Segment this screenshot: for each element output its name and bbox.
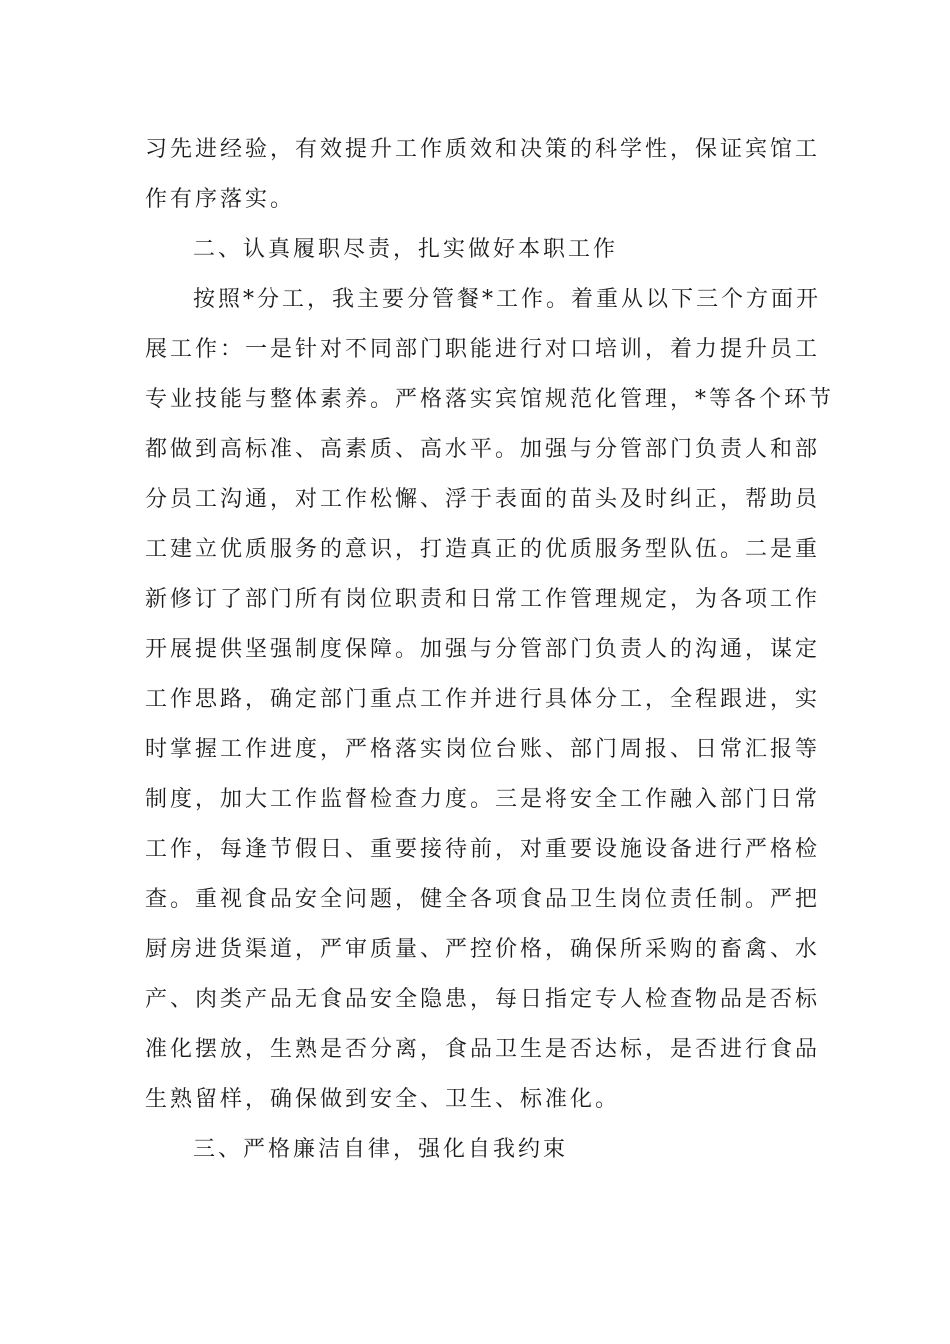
text-line: 习先进经验，有效提升工作质效和决策的科学性，保证宾馆工 bbox=[145, 137, 821, 162]
text-line: 作有序落实。 bbox=[145, 187, 296, 212]
paragraph-start: 按照*分工，我主要分管餐*工作。着重从以下三个方面开 bbox=[193, 287, 822, 312]
text-line: 都做到高标准、高素质、高水平。加强与分管部门负责人和部 bbox=[145, 437, 821, 462]
text-line: 工作思路，确定部门重点工作并进行具体分工，全程跟进，实 bbox=[145, 687, 821, 712]
text-line: 厨房进货渠道，严审质量、严控价格，确保所采购的畜禽、水 bbox=[145, 937, 821, 962]
text-line: 专业技能与整体素养。严格落实宾馆规范化管理，*等各个环节 bbox=[145, 387, 835, 412]
text-line: 工作，每逢节假日、重要接待前，对重要设施设备进行严格检 bbox=[145, 837, 821, 862]
text-line: 开展提供坚强制度保障。加强与分管部门负责人的沟通，谋定 bbox=[145, 637, 821, 662]
text-line: 查。重视食品安全问题，健全各项食品卫生岗位责任制。严把 bbox=[145, 887, 821, 912]
section-heading-2: 二、认真履职尽责，扎实做好本职工作 bbox=[193, 237, 619, 262]
text-line: 产、肉类产品无食品安全隐患，每日指定专人检查物品是否标 bbox=[145, 987, 821, 1012]
text-line: 新修订了部门所有岗位职责和日常工作管理规定，为各项工作 bbox=[145, 587, 821, 612]
text-line: 分员工沟通，对工作松懈、浮于表面的苗头及时纠正，帮助员 bbox=[145, 487, 821, 512]
text-line: 时掌握工作进度，严格落实岗位台账、部门周报、日常汇报等 bbox=[145, 737, 821, 762]
text-line: 准化摆放，生熟是否分离，食品卫生是否达标，是否进行食品 bbox=[145, 1037, 821, 1062]
text-line: 制度，加大工作监督检查力度。三是将安全工作融入部门日常 bbox=[145, 787, 821, 812]
text-line: 展工作：一是针对不同部门职能进行对口培训，着力提升员工 bbox=[145, 337, 821, 362]
text-line: 工建立优质服务的意识，打造真正的优质服务型队伍。二是重 bbox=[145, 537, 821, 562]
text-line: 生熟留样，确保做到安全、卫生、标准化。 bbox=[145, 1087, 621, 1112]
section-heading-3: 三、严格廉洁自律，强化自我约束 bbox=[193, 1137, 569, 1162]
